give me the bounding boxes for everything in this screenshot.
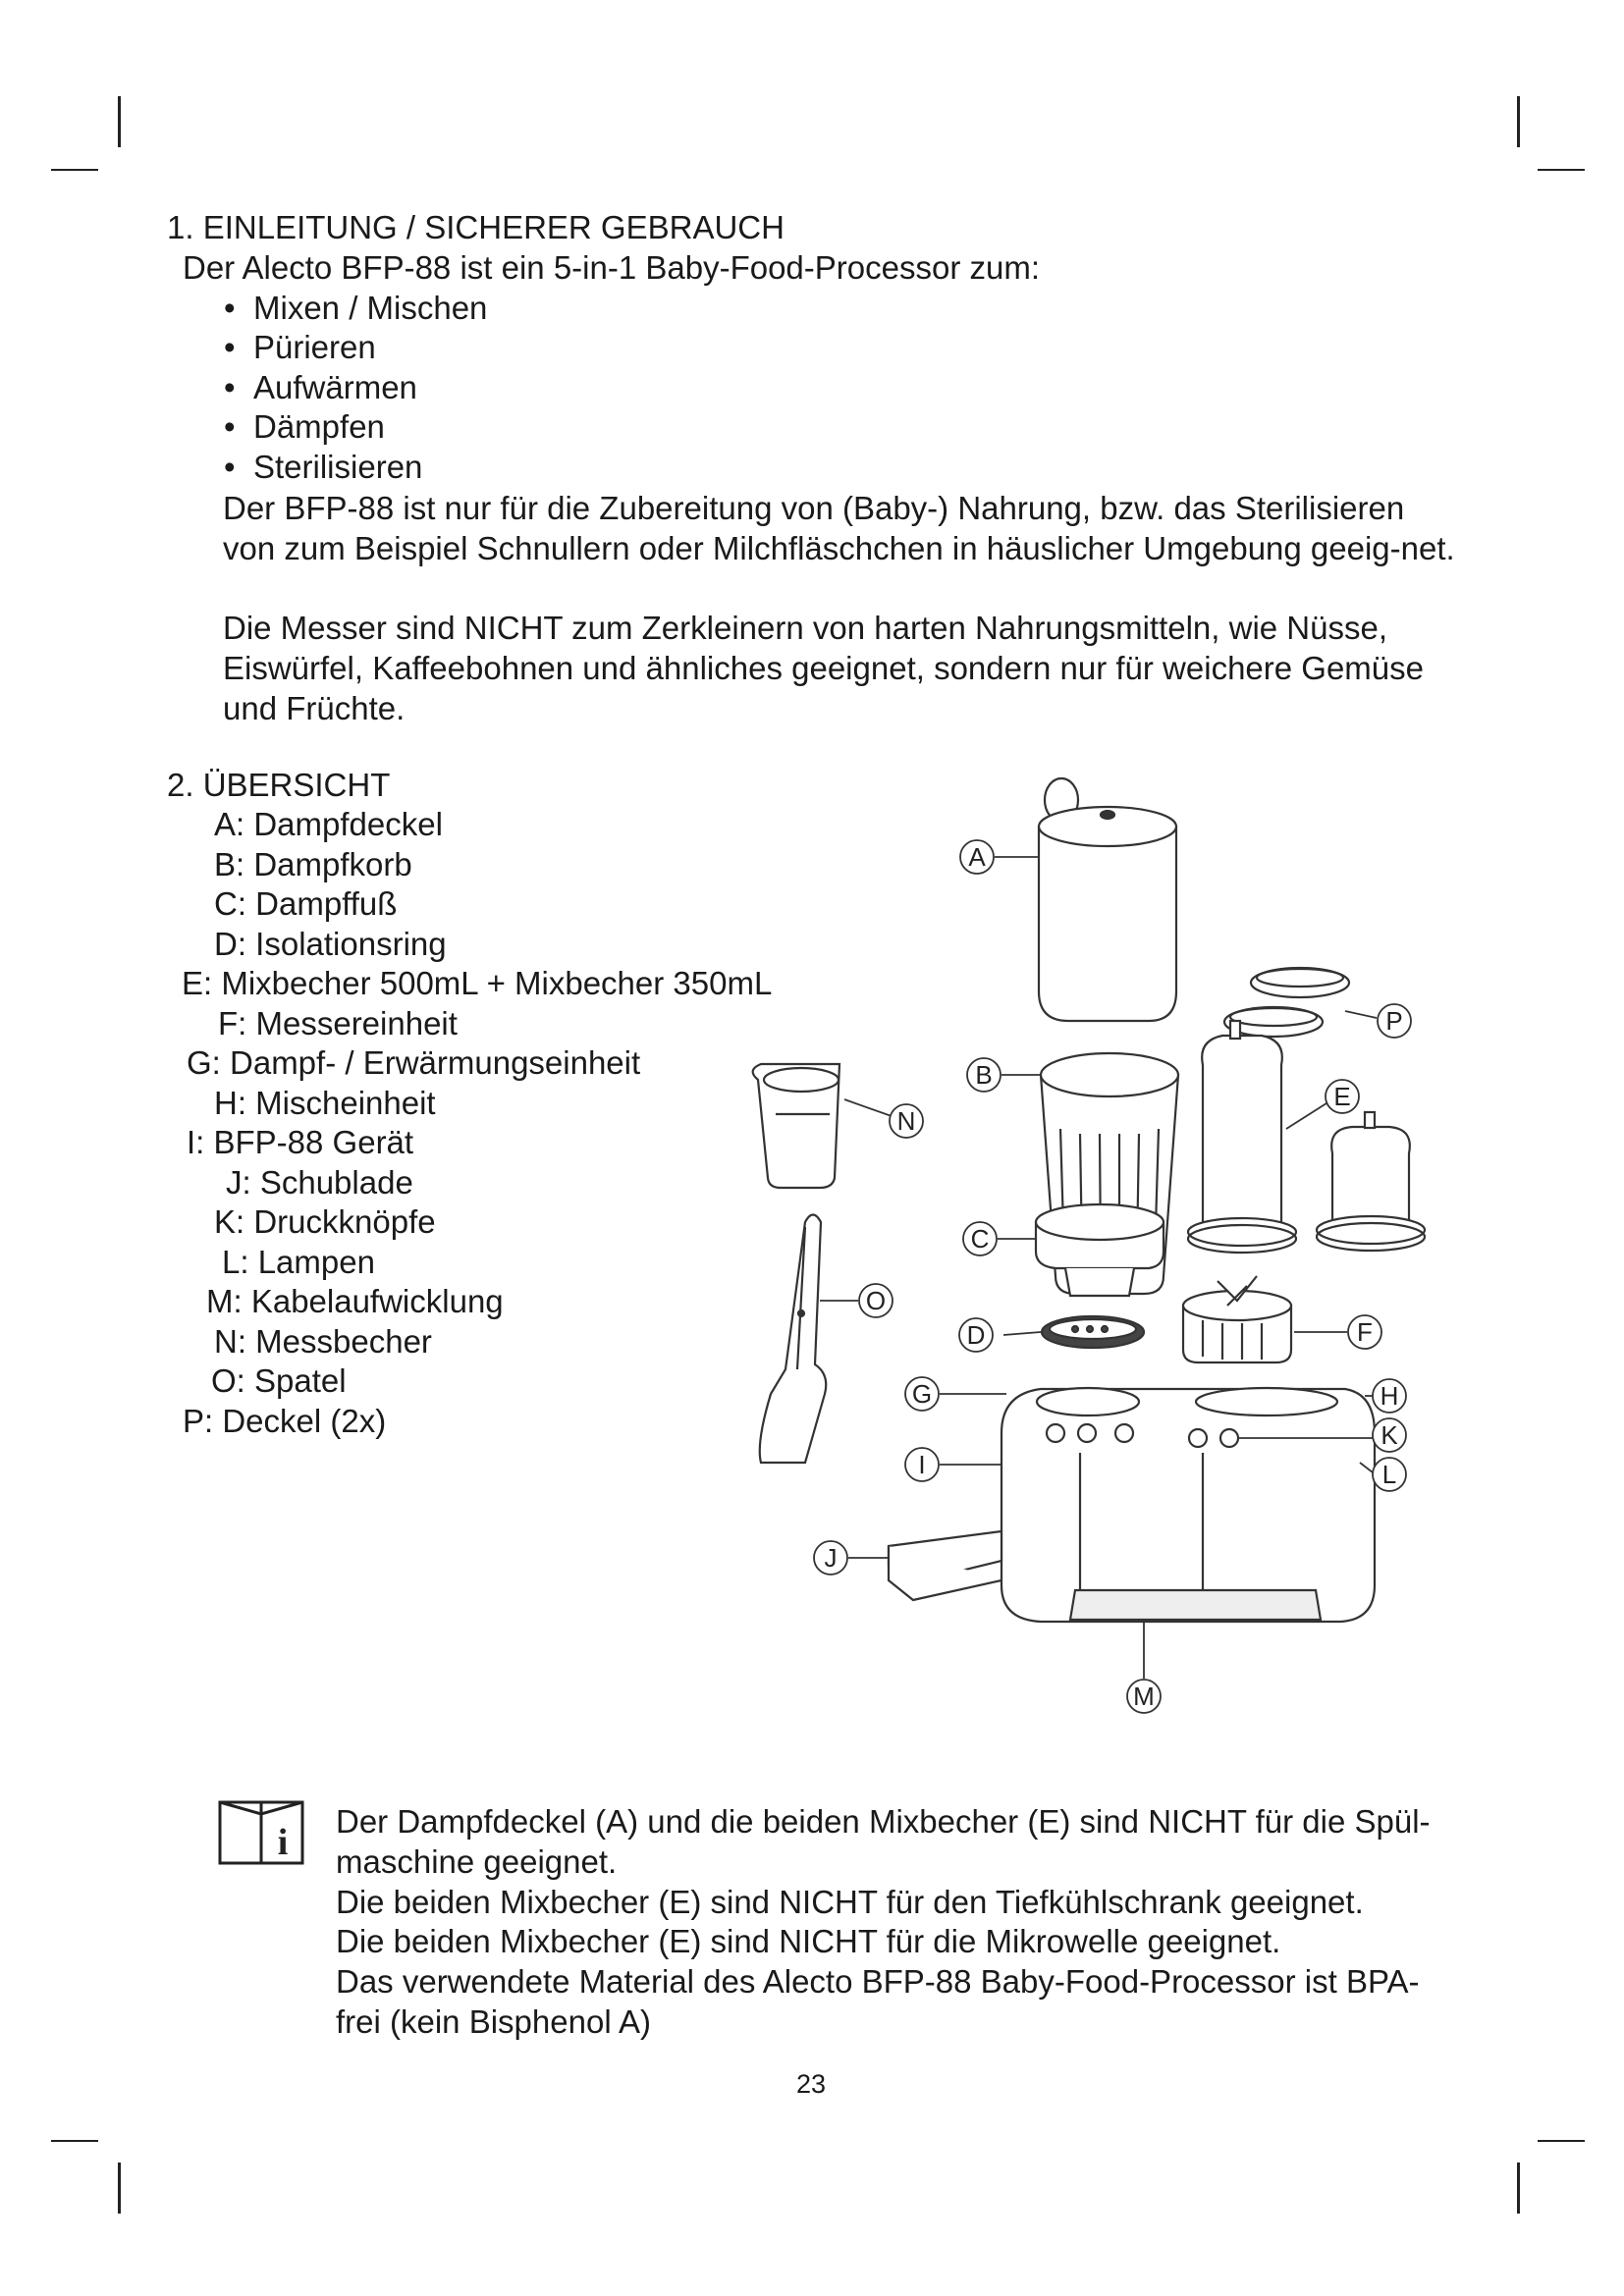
diagram-label-o	[859, 1284, 893, 1317]
svg-text:P: P	[1385, 1006, 1403, 1036]
svg-text:M: M	[1133, 1682, 1155, 1711]
diagram-label-c	[963, 1222, 997, 1255]
svg-text:i: i	[277, 1822, 289, 1863]
svg-text:E: E	[1333, 1082, 1351, 1111]
overview-item-o: O: Spatel	[211, 1362, 347, 1399]
mixing-cup-small-illustration	[1317, 1112, 1425, 1251]
spatula-illustration	[760, 1215, 827, 1464]
svg-text:K: K	[1380, 1420, 1398, 1450]
diagram-label-m	[1127, 1680, 1161, 1713]
svg-text:A: A	[968, 842, 986, 872]
measuring-cup-illustration	[753, 1064, 839, 1188]
section2-heading: 2. ÜBERSICHT	[167, 767, 391, 803]
overview-item-b: B: Dampfkorb	[214, 846, 412, 882]
section1-heading: 1. EINLEITUNG / SICHERER GEBRAUCH	[167, 209, 785, 245]
overview-item-k: K: Druckknöpfe	[214, 1203, 436, 1240]
page-number: 23	[795, 2069, 827, 2099]
overview-item-m: M: Kabelaufwicklung	[206, 1283, 504, 1319]
svg-text:F: F	[1357, 1317, 1373, 1347]
overview-item-l: L: Lampen	[222, 1244, 375, 1280]
svg-text:C: C	[970, 1224, 990, 1254]
bullet-item: • Sterilisieren	[253, 448, 422, 488]
diagram-label-j	[814, 1541, 847, 1575]
svg-text:H: H	[1380, 1381, 1399, 1411]
info-book-icon	[218, 1800, 304, 1865]
blade-unit-illustration	[1183, 1276, 1291, 1362]
overview-item-p: P: Deckel (2x)	[183, 1403, 387, 1439]
svg-text:B: B	[975, 1060, 993, 1090]
bullet-item: • Aufwärmen	[253, 368, 417, 408]
diagram-label-d	[959, 1318, 993, 1352]
overview-item-e: E: Mixbecher 500mL + Mixbecher 350mL	[182, 965, 773, 1001]
note-line: frei (kein Bisphenol A)	[336, 2003, 651, 2040]
overview-item-a: A: Dampfdeckel	[214, 806, 443, 842]
diagram-label-h	[1373, 1379, 1406, 1413]
lids-illustration	[1224, 968, 1349, 1037]
overview-item-c: C: Dampffuß	[214, 885, 398, 922]
note-line: Das verwendete Material des Alecto BFP-88 Baby-Food-Processor ist BPA-	[336, 1963, 1420, 2000]
diagram-label-b	[967, 1058, 1001, 1092]
note-line: Die beiden Mixbecher (E) sind NICHT für den Tiefkühlschrank geeignet.	[336, 1884, 1364, 1920]
note-line: Der Dampfdeckel (A) und die beiden Mixbecher (E) sind NICHT für die Spül-	[336, 1803, 1431, 1840]
bullet-item: • Dämpfen	[253, 407, 385, 448]
svg-text:L: L	[1381, 1460, 1397, 1489]
note-line: maschine geeignet.	[336, 1843, 618, 1880]
overview-item-i: I: BFP-88 Gerät	[187, 1124, 414, 1160]
diagram-label-a	[960, 840, 994, 874]
diagram-label-l	[1373, 1458, 1406, 1491]
section1-paragraph-2: Die Messer sind NICHT zum Zerkleinern von harten Nahrungsmitteln, wie Nüsse, Eiswürfel, Kaffeebohnen und ähnliches geeignet, sondern nur für weichere Gemüse und Früchte.	[223, 610, 1424, 726]
insulation-ring-illustration	[1042, 1316, 1144, 1348]
diagram-label-p	[1378, 1004, 1411, 1038]
svg-text:G: G	[911, 1379, 933, 1409]
diagram-label-n	[890, 1104, 923, 1138]
steam-lid-illustration	[1039, 778, 1176, 1021]
section1-paragraph-1: Der BFP-88 ist nur für die Zubereitung von (Baby-) Nahrung, bzw. das Sterilisieren von zum Beispiel Schnullern oder Milchfläschchen in häuslicher Umgebung geeig-net.	[223, 490, 1455, 566]
overview-item-g: G: Dampf- / Erwärmungseinheit	[187, 1044, 641, 1081]
note-line: Die beiden Mixbecher (E) sind NICHT für die Mikrowelle geeignet.	[336, 1923, 1281, 1959]
diagram-label-k	[1373, 1418, 1406, 1452]
overview-item-f: F: Messereinheit	[218, 1005, 458, 1041]
diagram-label-e	[1326, 1080, 1359, 1113]
bullet-item: • Mixen / Mischen	[253, 289, 487, 329]
svg-text:I: I	[918, 1450, 926, 1479]
overview-item-n: N: Messbecher	[214, 1323, 432, 1360]
diagram-label-i	[905, 1448, 939, 1481]
bullet-item: • Pürieren	[253, 328, 376, 368]
overview-item-j: J: Schublade	[226, 1164, 413, 1201]
diagram-label-g	[905, 1377, 939, 1411]
drawer-illustration	[889, 1531, 1001, 1600]
svg-text:D: D	[966, 1320, 986, 1350]
overview-item-h: H: Mischeinheit	[214, 1085, 436, 1121]
section1-intro: Der Alecto BFP-88 ist ein 5-in-1 Baby-Food-Processor zum:	[183, 249, 1041, 286]
svg-text:J: J	[824, 1543, 838, 1573]
diagram-label-f	[1348, 1315, 1381, 1349]
main-unit-illustration	[1001, 1388, 1375, 1622]
mixing-cup-large-illustration	[1188, 1021, 1296, 1253]
svg-text:O: O	[865, 1286, 887, 1315]
svg-text:N: N	[896, 1106, 916, 1136]
overview-item-d: D: Isolationsring	[214, 926, 447, 962]
